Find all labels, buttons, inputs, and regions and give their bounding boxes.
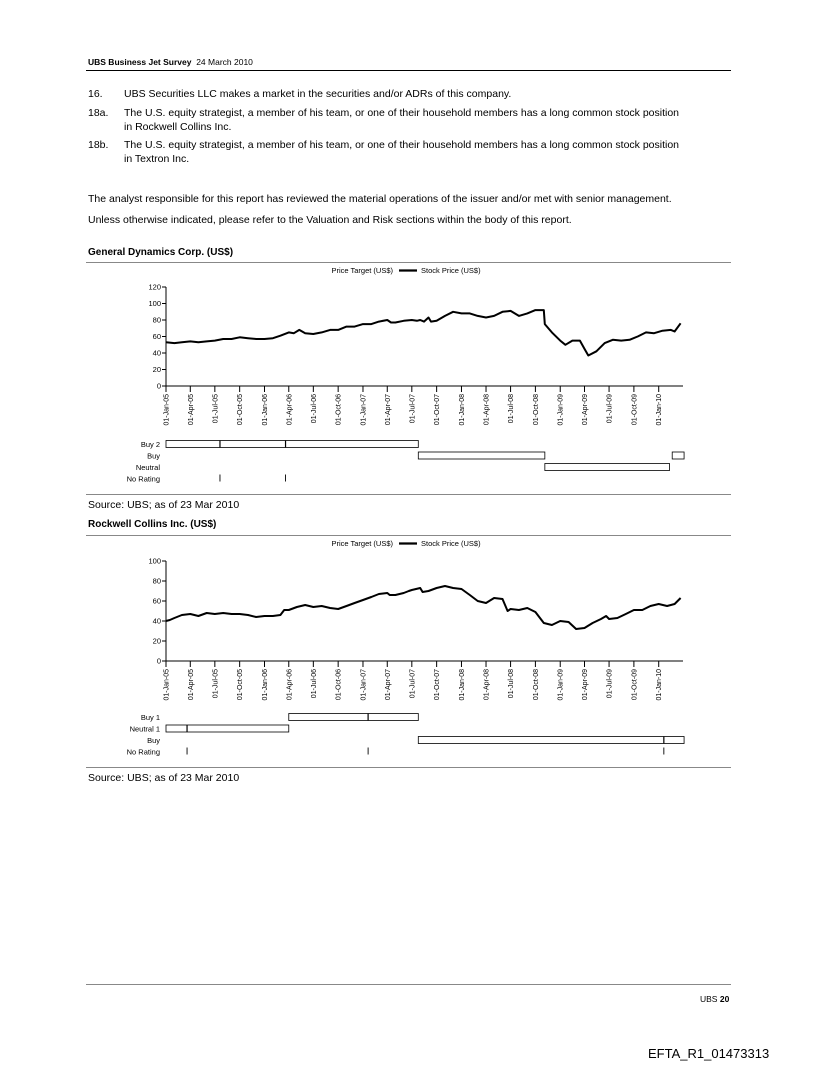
x-tick-label: 01-Oct-09 <box>631 669 639 701</box>
x-tick-label: 01-Apr-06 <box>286 394 294 426</box>
x-tick-label: 01-Apr-05 <box>187 394 195 426</box>
rating-label: Buy 2 <box>140 440 160 449</box>
rating-label: Buy <box>147 451 160 461</box>
series-stock-price-line <box>166 586 681 629</box>
footnote-text-cont: in Rockwell Collins Inc. <box>124 121 232 133</box>
series-stock-price-line <box>166 310 681 355</box>
x-tick-label: 01-Jul-05 <box>212 669 220 699</box>
rating-label: No Rating <box>126 747 160 757</box>
x-tick-label: 01-Jul-09 <box>606 669 614 699</box>
rating-period-bar <box>289 714 419 721</box>
rating-period-bar <box>545 464 670 471</box>
rating-label: Neutral 1 <box>129 724 160 734</box>
x-tick-label: 01-Jan-10 <box>656 669 664 701</box>
x-tick-label: 01-Apr-08 <box>483 669 491 701</box>
legend-price-target: Price Target (US$) <box>331 266 393 275</box>
rating-period-bar <box>418 452 545 459</box>
x-tick-label: 01-Oct-08 <box>532 669 540 701</box>
rating-label: Neutral <box>135 463 160 472</box>
y-tick-label: 0 <box>156 381 161 391</box>
x-tick-label: 01-Jan-05 <box>163 669 171 701</box>
rating-label: No Rating <box>126 474 160 484</box>
y-tick-label: 60 <box>152 332 161 341</box>
header-rule <box>86 70 731 71</box>
chart-general-dynamics <box>86 262 731 494</box>
x-tick-label: 01-Apr-07 <box>384 669 392 701</box>
y-tick-label: 0 <box>156 656 161 666</box>
y-tick-label: 80 <box>152 315 161 325</box>
y-tick-label: 100 <box>148 299 161 308</box>
x-tick-label: 01-Oct-05 <box>237 669 245 701</box>
x-tick-label: 01-Jul-09 <box>606 394 614 424</box>
x-tick-label: 01-Jan-05 <box>163 394 171 426</box>
footnote-text: The U.S. equity strategist, a member of his team, or one of their household members has a long common stock position <box>124 139 680 151</box>
x-tick-label: 01-Apr-07 <box>384 394 392 426</box>
document-id: EFTA_R1_01473313 <box>648 1046 770 1061</box>
x-tick-label: 01-Oct-08 <box>532 394 540 426</box>
chart-legend <box>331 539 481 548</box>
y-tick-label: 40 <box>152 348 161 358</box>
rating-period-bar <box>166 441 418 448</box>
x-tick-label: 01-Apr-05 <box>187 669 195 701</box>
valuation-note: Unless otherwise indicated, please refer to the Valuation and Risk sections within the body of this report. <box>88 214 572 226</box>
footnote-text: The U.S. equity strategist, a member of his team, or one of their household members has a long common stock position <box>124 107 680 119</box>
x-tick-label: 01-Jan-06 <box>261 394 269 426</box>
rating-label: Buy 1 <box>140 713 160 722</box>
x-tick-label: 01-Jul-08 <box>508 669 516 699</box>
chart-title-general-dynamics: General Dynamics Corp. (US$) <box>88 247 234 258</box>
y-tick-label: 120 <box>148 282 161 292</box>
header-title: UBS Business Jet Survey <box>88 57 192 67</box>
legend-stock-price: Stock Price (US$) <box>421 539 481 548</box>
x-tick-label: 01-Jan-07 <box>360 394 368 426</box>
chart-title-rockwell-collins: Rockwell Collins Inc. (US$) <box>88 519 217 530</box>
x-tick-label: 01-Jan-09 <box>557 669 565 701</box>
chart-source: Source: UBS; as of 23 Mar 2010 <box>88 499 240 511</box>
x-tick-label: 01-Apr-09 <box>582 669 590 701</box>
x-tick-label: 01-Oct-05 <box>237 394 245 426</box>
y-tick-label: 20 <box>152 365 161 374</box>
x-tick-label: 01-Jan-06 <box>261 669 269 701</box>
legend-price-target: Price Target (US$) <box>331 539 393 548</box>
x-tick-label: 01-Jul-05 <box>212 394 220 424</box>
rating-period-bar <box>418 737 684 744</box>
x-tick-label: 01-Jul-06 <box>310 394 318 424</box>
footnote-number: 16. <box>88 88 103 100</box>
rating-period-bar <box>672 452 684 459</box>
x-tick-label: 01-Jan-07 <box>360 669 368 701</box>
x-tick-label: 01-Oct-07 <box>434 394 442 426</box>
page-header <box>88 57 253 67</box>
header-date: 24 March 2010 <box>196 57 253 67</box>
chart-bottom-rule <box>86 494 731 495</box>
chart-bottom-rule <box>86 767 731 768</box>
x-tick-label: 01-Jul-07 <box>409 669 417 699</box>
page-footer <box>700 994 729 1004</box>
x-tick-label: 01-Oct-06 <box>335 669 343 701</box>
x-tick-label: 01-Oct-09 <box>631 394 639 426</box>
x-tick-label: 01-Jul-08 <box>508 394 516 424</box>
analyst-statement: The analyst responsible for this report has reviewed the material operations of the issuer and/or met with senior management. <box>88 193 672 205</box>
x-tick-label: 01-Apr-09 <box>582 394 590 426</box>
chart-rockwell-collins <box>86 535 731 767</box>
x-tick-label: 01-Jan-09 <box>557 394 565 426</box>
footer-brand: UBS <box>700 994 718 1004</box>
x-tick-label: 01-Oct-07 <box>434 669 442 701</box>
y-tick-label: 100 <box>148 556 161 566</box>
chart-source: Source: UBS; as of 23 Mar 2010 <box>88 772 240 784</box>
x-tick-label: 01-Jan-10 <box>656 394 664 426</box>
rating-period-bar <box>166 725 289 732</box>
footnote-number: 18a. <box>88 107 109 119</box>
x-tick-label: 01-Jul-07 <box>409 394 417 424</box>
legend-stock-price: Stock Price (US$) <box>421 266 481 275</box>
chart-legend <box>331 266 481 275</box>
x-tick-label: 01-Jan-08 <box>458 394 466 426</box>
footnote-text: UBS Securities LLC makes a market in the securities and/or ADRs of this company. <box>124 88 512 100</box>
y-tick-label: 80 <box>152 576 161 586</box>
y-tick-label: 40 <box>152 616 161 626</box>
rating-label: Buy <box>147 736 160 745</box>
x-tick-label: 01-Jan-08 <box>458 669 466 701</box>
footer-rule <box>86 984 731 985</box>
footnote-number: 18b. <box>88 139 109 151</box>
x-tick-label: 01-Apr-08 <box>483 394 491 426</box>
y-tick-label: 20 <box>152 636 161 646</box>
x-tick-label: 01-Oct-06 <box>335 394 343 426</box>
x-tick-label: 01-Jul-06 <box>310 669 318 699</box>
page-number: 20 <box>719 994 730 1004</box>
footnote-text-cont: in Textron Inc. <box>124 153 190 165</box>
y-tick-label: 60 <box>152 596 161 606</box>
x-tick-label: 01-Apr-06 <box>286 669 294 701</box>
